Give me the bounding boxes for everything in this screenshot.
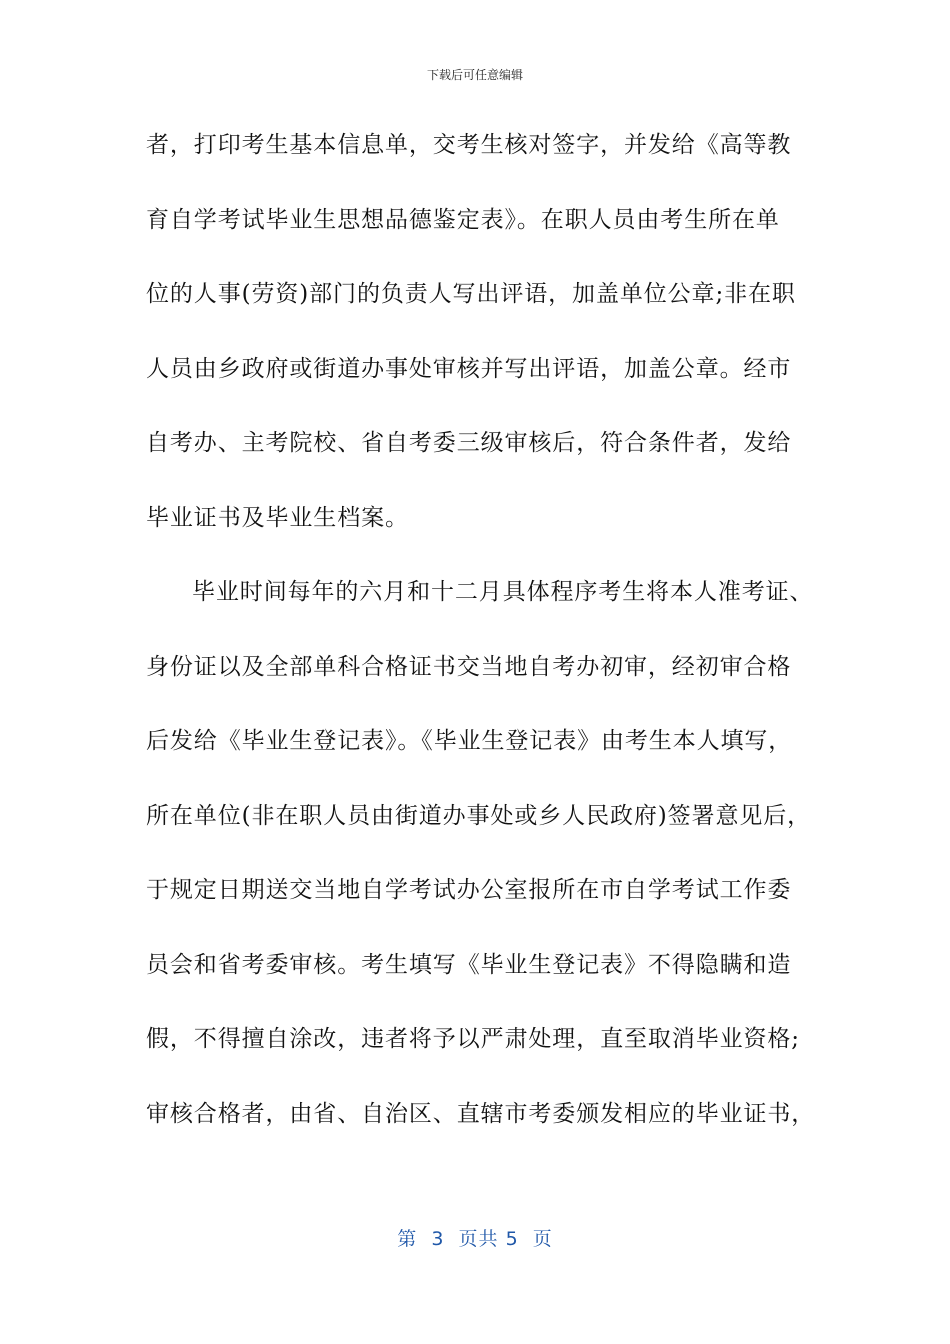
footer-middle: 页共 bbox=[458, 1228, 499, 1250]
paragraph-start-line: 毕业时间每年的六月和十二月具体程序考生将本人准考证、 bbox=[192, 579, 814, 605]
text-line: 毕业证书及毕业生档案。 bbox=[146, 504, 409, 531]
text-line: 育自学考试毕业生思想品德鉴定表》。在职人员由考生所在单 bbox=[146, 206, 780, 233]
header-note: 下载后可任意编辑 bbox=[426, 68, 523, 82]
page-number-footer bbox=[0, 1224, 950, 1251]
total-pages-number: 5 bbox=[505, 1228, 519, 1250]
footer-prefix: 第 bbox=[397, 1228, 418, 1250]
text-line: 于规定日期送交当地自学考试办公室报所在市自学考试工作委 bbox=[146, 877, 792, 903]
body-text bbox=[146, 125, 816, 1168]
text-line: 所在单位(非在职人员由街道办事处或乡人民政府)签署意见后， bbox=[146, 802, 812, 829]
text-line: 自考办、主考院校、省自考委三级审核后，符合条件者，发给 bbox=[146, 430, 792, 456]
text-line: 审核合格者，由省、自治区、直辖市考委颁发相应的毕业证书， bbox=[146, 1100, 816, 1127]
text-line: 人员由乡政府或街道办事处审核并写出评语，加盖公章。经市 bbox=[146, 355, 792, 382]
current-page-number: 3 bbox=[431, 1228, 445, 1250]
text-line: 者，打印考生基本信息单，交考生核对签字，并发给《高等教 bbox=[146, 132, 792, 158]
text-line: 假，不得擅自涂改，违者将予以严肃处理，直至取消毕业资格; bbox=[146, 1026, 800, 1052]
text-line: 员会和省考委审核。考生填写《毕业生登记表》不得隐瞒和造 bbox=[146, 951, 792, 978]
text-line: 后发给《毕业生登记表》。《毕业生登记表》由考生本人填写， bbox=[146, 728, 793, 754]
text-line: 身份证以及全部单科合格证书交当地自考办初审，经初审合格 bbox=[146, 653, 792, 680]
footer-suffix: 页 bbox=[532, 1228, 553, 1250]
text-line: 位的人事(劳资)部门的负责人写出评语，加盖单位公章;非在职 bbox=[146, 281, 796, 307]
